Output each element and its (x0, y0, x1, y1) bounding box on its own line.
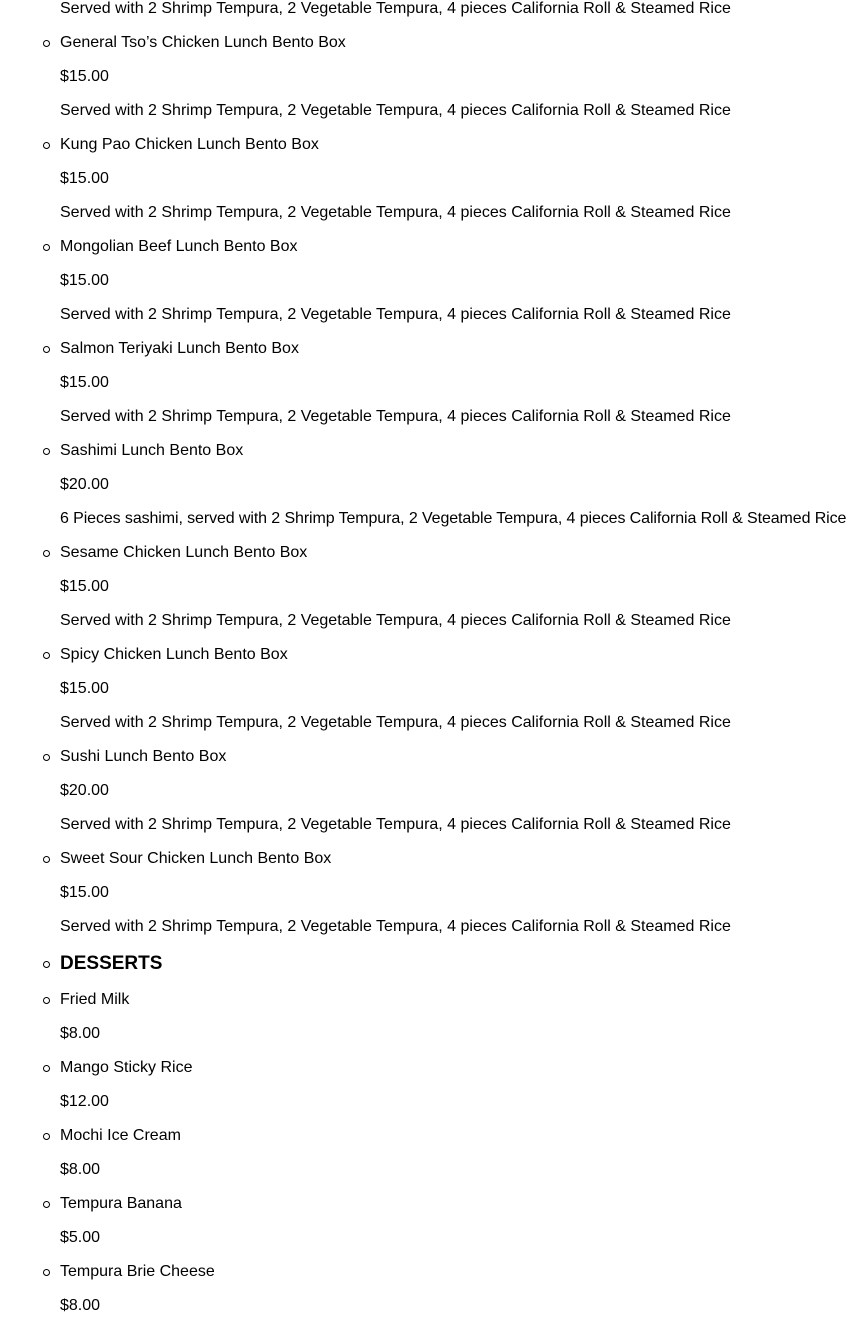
menu-item-price (0, 366, 863, 400)
item-price: $12.00 (60, 1093, 109, 1110)
menu-item-price (0, 60, 863, 94)
item-description: Served with 2 Shrimp Tempura, 2 Vegetable Tempura, 4 pieces California Roll & Steamed Rice (60, 0, 731, 17)
menu-item-price (0, 876, 863, 910)
item-name: Tempura Brie Cheese (60, 1263, 215, 1280)
item-name: General Tso’s Chicken Lunch Bento Box (60, 34, 346, 51)
item-price: $20.00 (60, 476, 109, 493)
item-description: Served with 2 Shrimp Tempura, 2 Vegetable Tempura, 4 pieces California Roll & Steamed Rice (60, 714, 731, 731)
item-name: Tempura Banana (60, 1195, 182, 1212)
item-price: $15.00 (60, 578, 109, 595)
menu-item-price (0, 1221, 863, 1255)
menu-item[interactable] (0, 434, 863, 468)
menu-item-description (0, 94, 863, 128)
menu-item-price (0, 264, 863, 298)
menu-item[interactable] (0, 26, 863, 60)
menu-item-price (0, 1017, 863, 1051)
item-price: $15.00 (60, 272, 109, 289)
menu-item[interactable] (0, 638, 863, 672)
menu-item[interactable] (0, 230, 863, 264)
menu-item-price (0, 1153, 863, 1187)
item-price: $15.00 (60, 374, 109, 391)
menu-item-description (0, 604, 863, 638)
menu-item[interactable] (0, 1187, 863, 1221)
item-name: Sesame Chicken Lunch Bento Box (60, 544, 308, 561)
menu-item[interactable] (0, 842, 863, 876)
item-name: Salmon Teriyaki Lunch Bento Box (60, 340, 299, 357)
item-description: Served with 2 Shrimp Tempura, 2 Vegetable Tempura, 4 pieces California Roll & Steamed Rice (60, 102, 731, 119)
menu-item[interactable] (0, 1255, 863, 1289)
menu-item-description (0, 298, 863, 332)
item-description: Served with 2 Shrimp Tempura, 2 Vegetable Tempura, 4 pieces California Roll & Steamed Rice (60, 408, 731, 425)
section-title: DESSERTS (60, 953, 163, 974)
item-description: Served with 2 Shrimp Tempura, 2 Vegetable Tempura, 4 pieces California Roll & Steamed Rice (60, 306, 731, 323)
menu-item-description (0, 400, 863, 434)
item-name: Mochi Ice Cream (60, 1127, 181, 1144)
item-price: $15.00 (60, 680, 109, 697)
menu-item-description (0, 910, 863, 944)
item-price: $20.00 (60, 782, 109, 799)
menu-item-description (0, 808, 863, 842)
menu-item[interactable] (0, 128, 863, 162)
item-price: $15.00 (60, 884, 109, 901)
item-description: Served with 2 Shrimp Tempura, 2 Vegetable Tempura, 4 pieces California Roll & Steamed Rice (60, 204, 731, 221)
menu-item-description (0, 502, 863, 536)
section-heading-desserts (0, 944, 863, 983)
item-description: 6 Pieces sashimi, served with 2 Shrimp Tempura, 2 Vegetable Tempura, 4 pieces California Roll & Steamed Rice (60, 510, 847, 527)
item-name: Mango Sticky Rice (60, 1059, 193, 1076)
item-name: Sashimi Lunch Bento Box (60, 442, 244, 459)
item-name: Spicy Chicken Lunch Bento Box (60, 646, 288, 663)
menu-item-price (0, 468, 863, 502)
menu-item-description (0, 196, 863, 230)
menu-item-price (0, 672, 863, 706)
item-price: $8.00 (60, 1297, 101, 1314)
menu-item-price (0, 570, 863, 604)
item-price: $15.00 (60, 170, 109, 187)
item-price: $5.00 (60, 1229, 101, 1246)
item-name: Mongolian Beef Lunch Bento Box (60, 238, 298, 255)
menu-item[interactable] (0, 1119, 863, 1153)
menu-item-price (0, 1085, 863, 1119)
item-name: Fried Milk (60, 991, 130, 1008)
item-price: $15.00 (60, 68, 109, 85)
item-price: $8.00 (60, 1025, 101, 1042)
menu-item-description (0, 0, 863, 26)
item-price: $8.00 (60, 1161, 101, 1178)
item-description: Served with 2 Shrimp Tempura, 2 Vegetable Tempura, 4 pieces California Roll & Steamed Rice (60, 816, 731, 833)
item-name: Sushi Lunch Bento Box (60, 748, 227, 765)
menu-item[interactable] (0, 1051, 863, 1085)
menu-item-price (0, 1289, 863, 1323)
menu-item[interactable] (0, 740, 863, 774)
menu-item-price (0, 774, 863, 808)
menu-item[interactable] (0, 332, 863, 366)
menu-item[interactable] (0, 536, 863, 570)
item-name: Sweet Sour Chicken Lunch Bento Box (60, 850, 332, 867)
item-description: Served with 2 Shrimp Tempura, 2 Vegetable Tempura, 4 pieces California Roll & Steamed Rice (60, 612, 731, 629)
item-description: Served with 2 Shrimp Tempura, 2 Vegetable Tempura, 4 pieces California Roll & Steamed Rice (60, 918, 731, 935)
menu-item[interactable] (0, 983, 863, 1017)
menu-item-price (0, 162, 863, 196)
item-name: Kung Pao Chicken Lunch Bento Box (60, 136, 319, 153)
menu-item-description (0, 706, 863, 740)
